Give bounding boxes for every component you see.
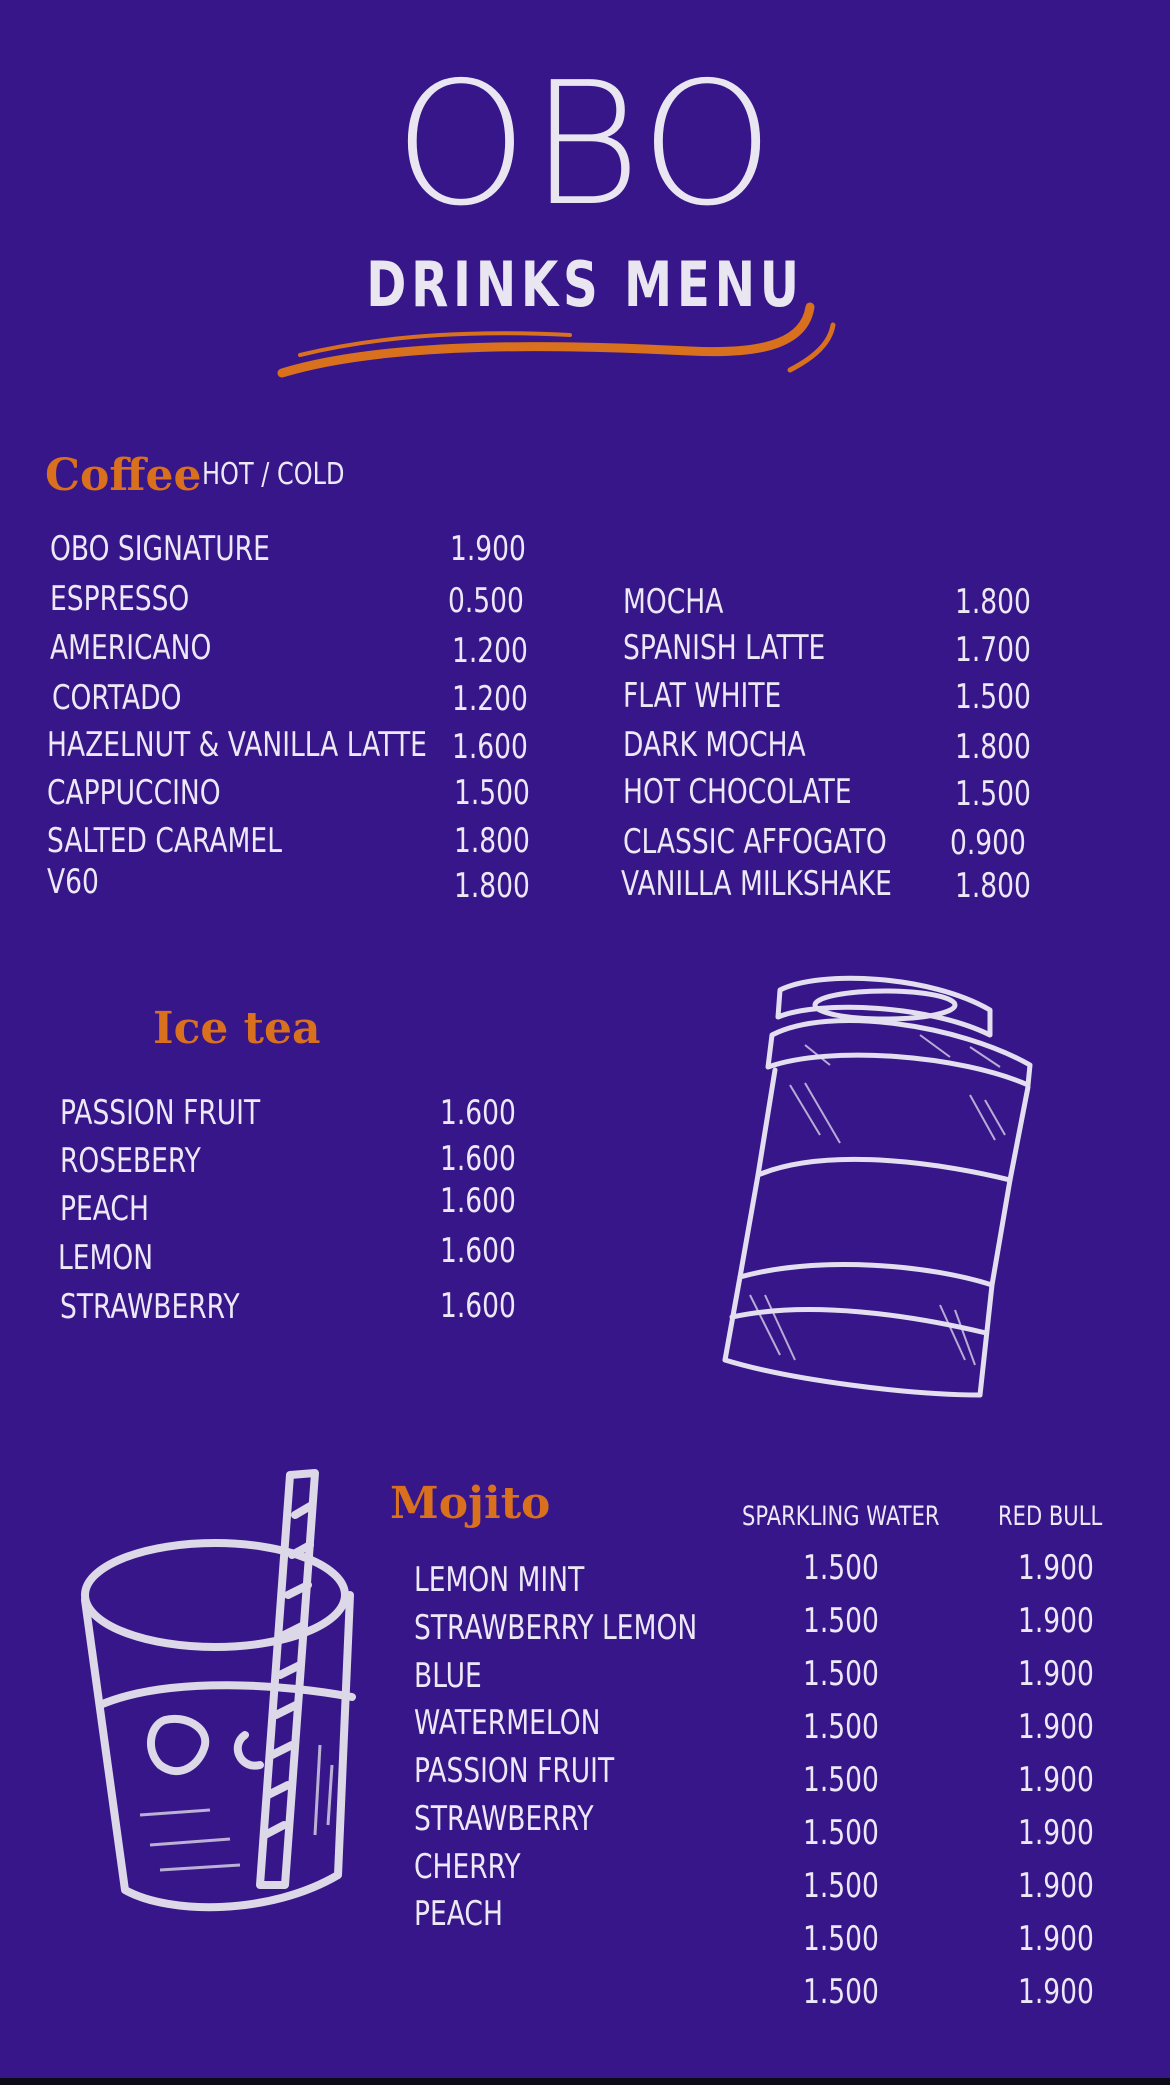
column-header-sparkling-water: SPARKLING WATER (742, 1501, 940, 1532)
bottom-border (0, 2078, 1170, 2085)
coffee-title: Coffee (45, 450, 202, 501)
mojito-title: Mojito (390, 1478, 551, 1529)
coffee-hot-cold-note: HOT / COLD (202, 457, 345, 492)
column-header-red-bull: RED BULL (998, 1501, 1103, 1532)
icetea-title: Ice tea (153, 1003, 321, 1054)
mojito-glass-icon (70, 1465, 370, 1925)
menu-subtitle: DRINKS MENU (366, 248, 804, 321)
brand-logo: OBO (394, 46, 776, 244)
takeaway-coffee-cup-icon (710, 965, 1040, 1415)
swoosh-underline-icon (270, 295, 840, 380)
